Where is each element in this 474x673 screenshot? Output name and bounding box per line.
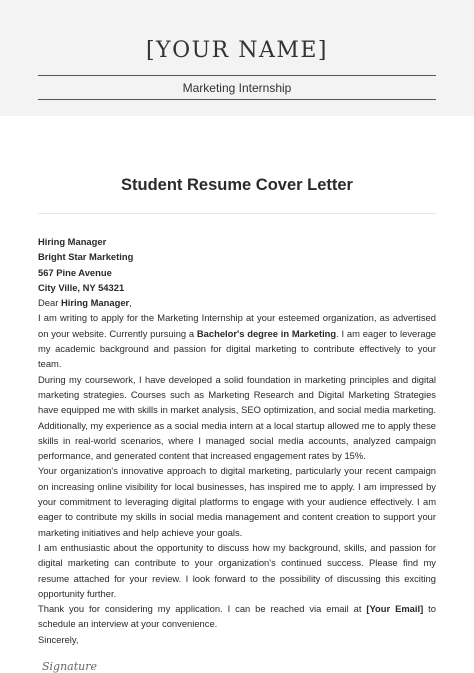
recipient-title: Hiring Manager <box>38 236 107 247</box>
salutation <box>38 295 436 310</box>
salutation-suffix: , <box>129 297 132 309</box>
paragraph-closing-text: Thank you for considering my application. I can be reached via email at <box>38 603 367 615</box>
document-title: Student Resume Cover Letter <box>121 176 353 194</box>
email-placeholder: [Your Email] <box>366 603 424 615</box>
paragraph-experience: During my coursework, I have developed a solid foundation in marketing principles and digital marketing strategies. Courses such as Marketing Research and Digital Marketing Strategies have equipped me with skills in market analysis, SEO optimization, and social media marketing. Additionally, my experience as a social media intern at a local startup allowed me to apply these skills in real-world scenarios, where I managed social media accounts, analyzed campaign performance, and generated content that increased engagement rates by 15%. <box>38 373 436 462</box>
applicant-name: [YOUR NAME] <box>145 38 329 63</box>
recipient-city: City Ville, NY 54321 <box>38 281 125 293</box>
divider-bottom <box>38 99 436 100</box>
recipient-company: Bright Star Marketing <box>38 251 134 263</box>
degree-highlight: Bachelor's degree in Marketing <box>196 327 337 339</box>
title-divider <box>38 213 436 214</box>
paragraph-enthusiasm: I am enthusiastic about the opportunity to discuss how my background, skills, and passion for digital marketing can contribute to your organization's continued success. Please find my resume attached for your review. I look forward to the possibility of discussing this exciting opportunity further. <box>38 541 436 599</box>
salutation-name: Hiring Manager <box>60 297 130 309</box>
divider-top <box>38 75 436 76</box>
paragraph-intro <box>38 310 436 371</box>
signature: Signature <box>42 660 98 673</box>
salutation-prefix: Dear <box>38 297 61 309</box>
letter-body <box>38 234 436 647</box>
paragraph-intro-text-end: . I am eager to leverage my academic background and passion for digital marketing to contribute effectively to your team. <box>38 327 436 370</box>
position-subtitle: Marketing Internship <box>182 81 292 95</box>
recipient-street: 567 Pine Avenue <box>38 266 112 278</box>
paragraph-closing <box>38 601 436 632</box>
letterhead <box>0 0 474 116</box>
paragraph-intro-text: I am writing to apply for the Marketing Internship at your esteemed organization, as advertised on your website. Currently pursuing a <box>38 312 436 339</box>
recipient-block <box>38 234 436 295</box>
closing-sincerely: Sincerely, <box>38 633 79 645</box>
paragraph-closing-text-end: to schedule an interview at your convenience. <box>38 603 436 630</box>
paragraph-motivation: Your organization's innovative approach to digital marketing, particularly your recent campaign on increasing online visibility for local businesses, has inspired me to apply. I am impressed by your commitment to leveraging digital platforms to engage with your audience effectively. I am eager to contribute my skills in social media management and content creation to support your marketing initiatives and help achieve your goals. <box>38 465 436 538</box>
